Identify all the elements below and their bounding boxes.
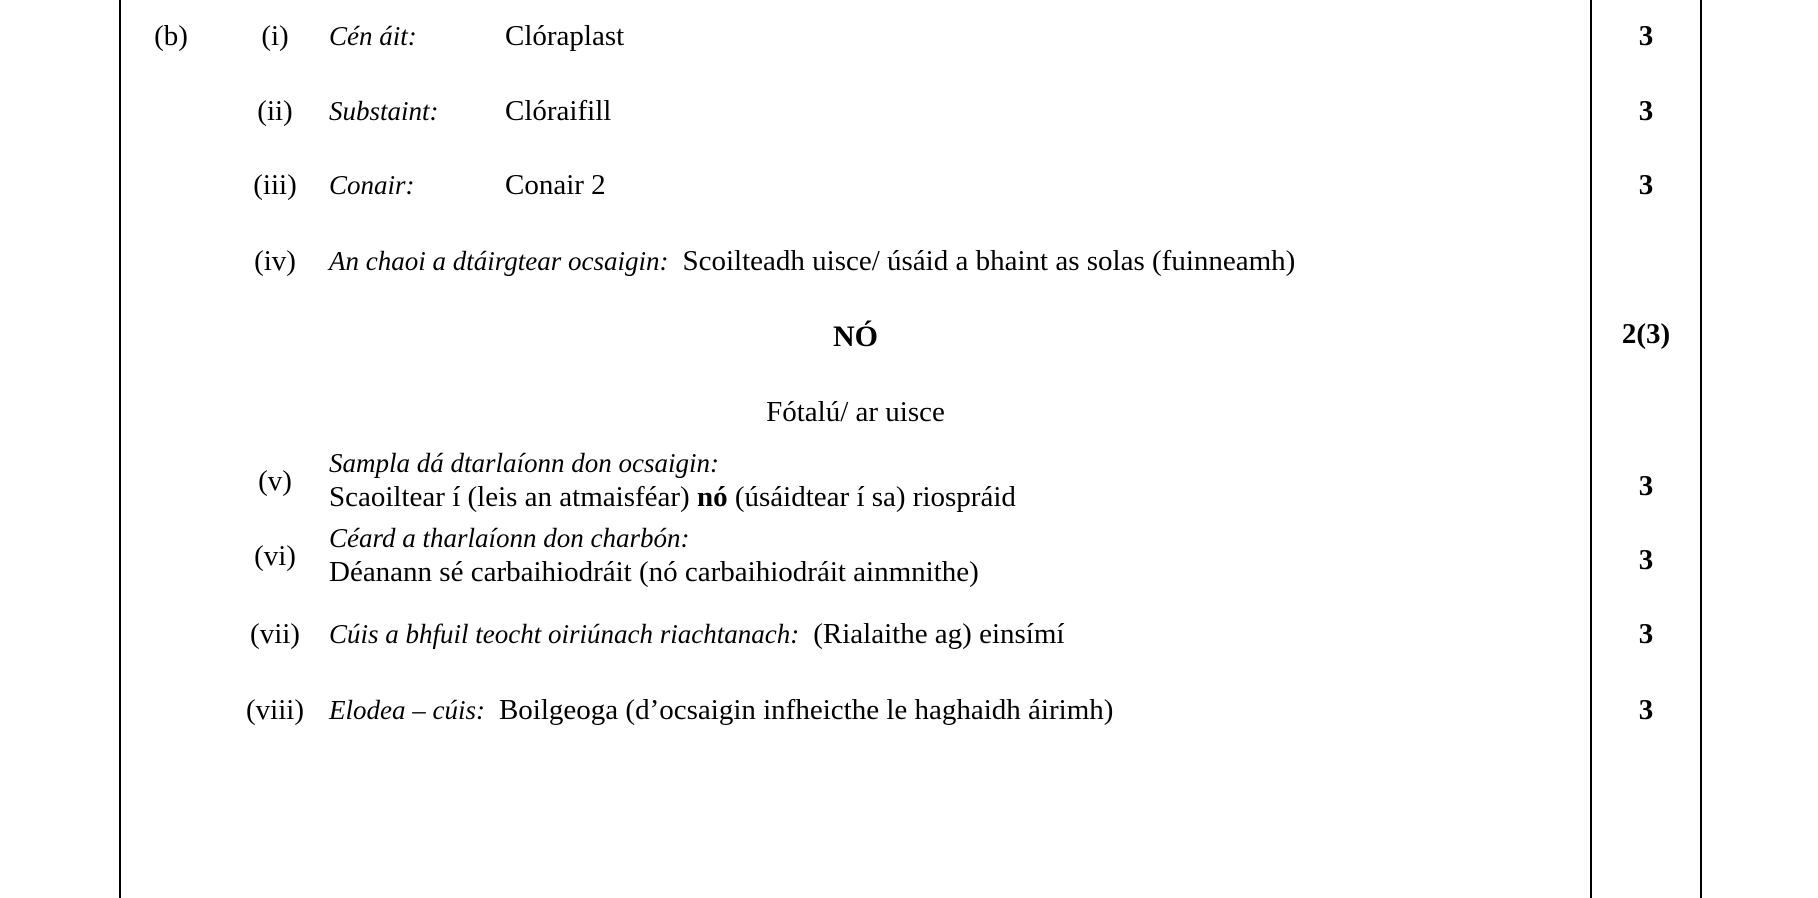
answer-row-vii (121, 620, 1590, 649)
item-numeral-ii: (ii) (257, 95, 293, 127)
item-prompt-iv: An chaoi a dtáirgtear ocsaigin: (329, 246, 669, 276)
item-numeral-vii: (vii) (250, 618, 300, 650)
mark-v: 3 (1638, 470, 1654, 502)
answer-row-vi (121, 525, 1590, 587)
answer-row-iv (121, 247, 1590, 276)
mark-iii: 3 (1638, 169, 1654, 201)
item-prompt-viii: Elodea – cúis: (329, 695, 485, 725)
mark-i: 3 (1638, 20, 1654, 52)
mark-viii: 3 (1638, 694, 1654, 726)
item-numeral-v: (v) (258, 464, 292, 497)
item-answer-ii: Clóraifill (505, 95, 612, 127)
item-answer-v (329, 483, 1016, 512)
item-numeral-iv: (iv) (254, 245, 296, 277)
item-prompt-vii: Cúis a bhfuil teocht oiriúnach riachtanach: (329, 619, 800, 649)
part-label-b: (b) (154, 20, 188, 52)
item-prompt-vi: Céard a tharlaíonn don charbón: (329, 523, 690, 553)
item-numeral-vi: (vi) (254, 539, 296, 572)
marks-column (1592, 0, 1700, 898)
marks-column-right-border (1700, 0, 1702, 898)
item-numeral-iii: (iii) (253, 169, 297, 201)
answer-row-iii (121, 171, 1590, 200)
item-answer-viii: Boilgeoga (d’ocsaigin infheicthe le haghaidh áirimh) (498, 694, 1114, 726)
answer-row-viii (121, 696, 1590, 725)
mark-vi: 3 (1638, 544, 1654, 576)
mark-ii: 3 (1638, 95, 1654, 127)
item-answer-vii: (Rialaithe ag) einsímí (813, 618, 1065, 650)
item-numeral-viii: (viii) (246, 694, 304, 726)
mark-vii: 3 (1638, 618, 1654, 650)
item-answer-i: Clóraplast (505, 20, 625, 52)
item-answer-iv: Scoilteadh uisce/ úsáid a bhaint as solas (fuinneamh) (682, 245, 1296, 277)
item-prompt-v: Sampla dá dtarlaíonn don ocsaigin: (329, 448, 719, 478)
item-answer-vi: Déanann sé carbaihiodráit (nó carbaihiodráit ainmnithe) (329, 556, 979, 588)
alternative-marker-text: NÓ (833, 320, 878, 353)
item-prompt-iii: Conair: (329, 170, 415, 200)
item-stack-v (329, 450, 1016, 512)
mark-alternative: 2(3) (1621, 318, 1671, 350)
alternative-answer-line (121, 396, 1590, 429)
answer-row-ii (121, 97, 1590, 126)
answer-content-column (121, 0, 1590, 898)
item-answer-v-post: (úsáidtear í sa) riospráid (727, 481, 1016, 513)
alternative-answer-text: Fótalú/ ar uisce (766, 396, 945, 428)
item-stack-vi (329, 525, 979, 587)
answer-row-v (121, 450, 1590, 512)
answer-row-i (121, 22, 1590, 51)
item-numeral-i: (i) (261, 20, 289, 52)
item-answer-iii: Conair 2 (505, 169, 606, 201)
item-answer-v-pre: Scaoiltear í (leis an atmaisféar) (329, 481, 697, 513)
alternative-marker-line (121, 320, 1590, 354)
item-prompt-i: Cén áit: (329, 21, 417, 51)
item-prompt-ii: Substaint: (329, 96, 439, 126)
item-answer-v-bold: nó (696, 481, 728, 513)
